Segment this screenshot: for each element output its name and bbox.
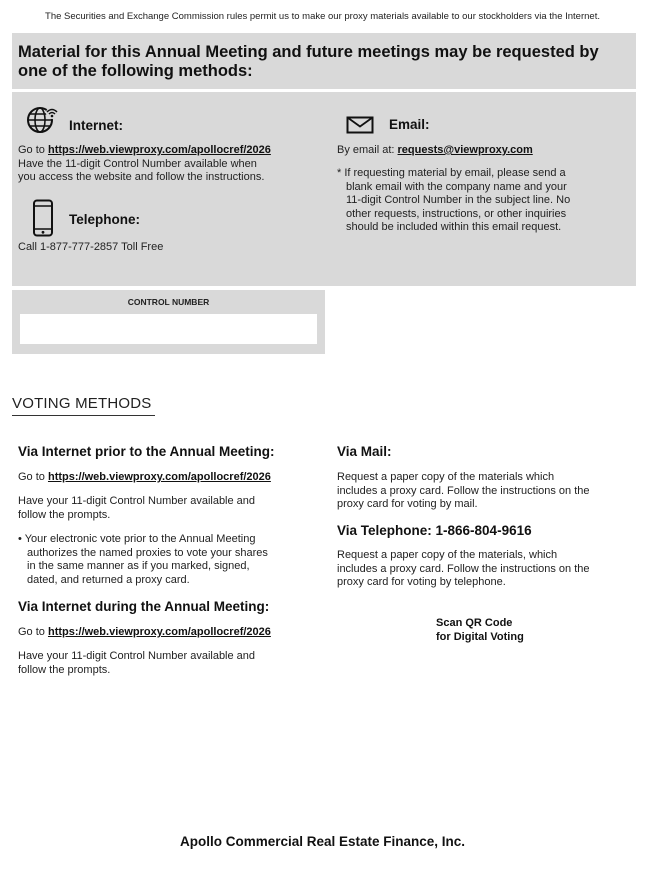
internet-during-go-to: Go to bbox=[18, 626, 48, 638]
internet-prior-go-to: Go to bbox=[18, 471, 48, 483]
request-header-title: Material for this Annual Meeting and future meetings may be requested by one of the following methods: bbox=[18, 43, 599, 80]
mail-paragraph bbox=[337, 471, 637, 512]
internet-prior-paragraph bbox=[18, 495, 318, 522]
paragraph-line: Have your 11-digit Control Number available and bbox=[18, 650, 256, 662]
qr-caption-line: Scan QR Code bbox=[436, 617, 513, 629]
internet-prior-bullet bbox=[18, 533, 318, 587]
internet-prior-vote-link[interactable]: https://web.viewproxy.com/apollocref/2026 bbox=[47, 471, 271, 483]
internet-prior-goto bbox=[18, 471, 271, 485]
bullet-line: authorizes the named proxies to vote your shares bbox=[27, 546, 268, 559]
email-title: Email: bbox=[389, 117, 430, 132]
telephone-call: Call 1-877-777-2857 Toll Free bbox=[18, 241, 164, 253]
internet-go-to: Go to bbox=[18, 144, 48, 156]
email-note-line: 11-digit Control Number in the subject line. No bbox=[346, 194, 571, 206]
paragraph-line: follow the prompts. bbox=[18, 508, 111, 521]
internet-request-link[interactable]: https://web.viewproxy.com/apollocref/2026 bbox=[47, 144, 271, 156]
voting-methods-underline bbox=[12, 415, 155, 416]
email-by-label: By email at: bbox=[337, 144, 398, 156]
control-number-field bbox=[20, 314, 317, 344]
company-name: Apollo Commercial Real Estate Finance, Inc. bbox=[179, 834, 466, 849]
internet-prior-title: Via Internet prior to the Annual Meeting: bbox=[18, 444, 275, 459]
paragraph-line: Have your 11-digit Control Number available and bbox=[18, 495, 256, 507]
internet-line-2: you access the website and follow the instructions. bbox=[18, 171, 265, 183]
paragraph-line: Request a paper copy of the materials which bbox=[337, 471, 555, 483]
request-header bbox=[12, 33, 636, 89]
paragraph-line: proxy card for voting by telephone. bbox=[337, 576, 506, 588]
paragraph-line: includes a proxy card. Follow the instructions on the bbox=[337, 484, 590, 497]
bullet-line: in the same manner as if you marked, signed, bbox=[27, 560, 250, 572]
internet-line-1: Have the 11-digit Control Number available when bbox=[18, 157, 257, 170]
request-methods-panel bbox=[12, 92, 636, 286]
globe-wifi-icon bbox=[26, 106, 60, 134]
email-address-line bbox=[337, 144, 533, 158]
internet-during-vote-link[interactable]: https://web.viewproxy.com/apollocref/2026 bbox=[47, 626, 271, 638]
email-note-line: other requests, instructions, or other inquiries bbox=[346, 207, 567, 220]
paragraph-line: proxy card for voting by mail. bbox=[337, 498, 478, 510]
internet-during-paragraph bbox=[18, 650, 318, 677]
internet-during-title: Via Internet during the Annual Meeting: bbox=[18, 599, 270, 614]
email-note bbox=[337, 167, 627, 235]
email-note-line: should be included within this email request. bbox=[346, 221, 562, 233]
telephone-vote-paragraph bbox=[337, 549, 637, 590]
telephone-title: Telephone: bbox=[69, 212, 141, 227]
paragraph-line: Request a paper copy of the materials, which bbox=[337, 549, 558, 561]
paragraph-line: includes a proxy card. Follow the instructions on the bbox=[337, 562, 590, 575]
sec-notice: The Securities and Exchange Commission rules permit us to make our proxy materials available to our stockholders via the Internet. bbox=[45, 11, 600, 22]
internet-instructions bbox=[18, 144, 318, 185]
email-address-link[interactable]: requests@viewproxy.com bbox=[397, 144, 533, 156]
bullet-line: dated, and returned a proxy card. bbox=[27, 573, 190, 586]
mail-title: Via Mail: bbox=[337, 444, 392, 459]
bullet-line: • Your electronic vote prior to the Annual Meeting bbox=[18, 533, 256, 545]
paragraph-line: follow the prompts. bbox=[18, 663, 111, 676]
mobile-phone-icon bbox=[32, 199, 54, 237]
telephone-vote-title: Via Telephone: 1-866-804-9616 bbox=[337, 523, 532, 538]
voting-methods-title: VOTING METHODS bbox=[12, 395, 152, 412]
email-note-line: * If requesting material by email, please send a bbox=[337, 167, 566, 179]
internet-title: Internet: bbox=[69, 118, 123, 133]
qr-caption-line: for Digital Voting bbox=[436, 630, 524, 643]
qr-code-caption bbox=[436, 617, 524, 644]
control-number-label: CONTROL NUMBER bbox=[127, 297, 210, 307]
envelope-icon bbox=[346, 116, 374, 134]
control-number-box bbox=[12, 290, 325, 354]
internet-during-goto bbox=[18, 626, 271, 640]
email-note-line: blank email with the company name and your bbox=[346, 180, 567, 193]
